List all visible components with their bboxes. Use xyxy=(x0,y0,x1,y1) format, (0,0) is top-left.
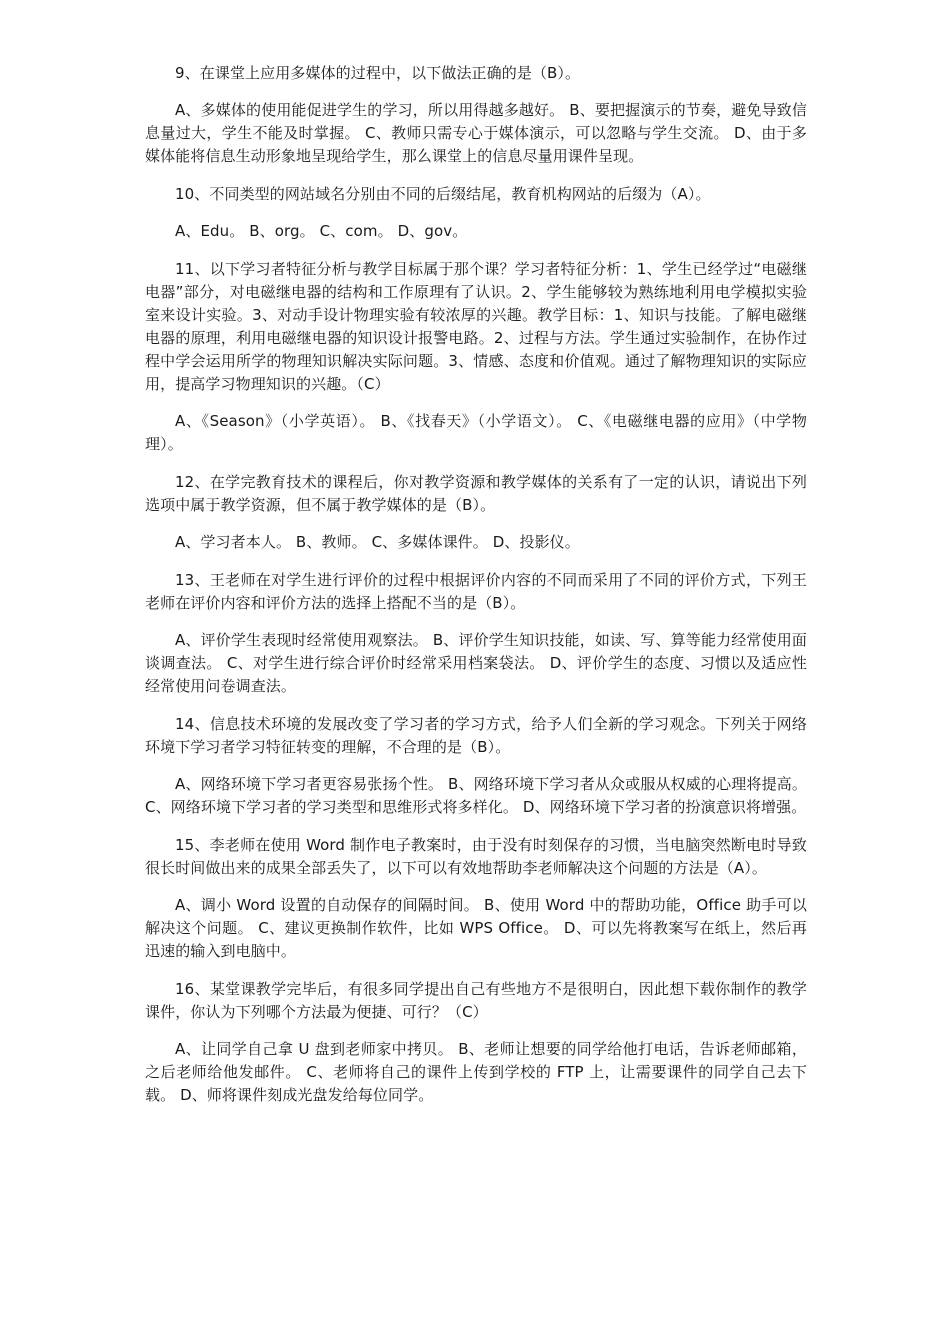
question-16-stem: 16、某堂课教学完毕后，有很多同学提出自己有些地方不是很明白，因此想下载你制作的教学课件，你认为下列哪个方法最为便捷、可行？（C） xyxy=(145,980,807,1021)
question-12-stem: 12、在学完教育技术的课程后，你对教学资源和教学媒体的关系有了一定的认识，请说出下列选项中属于教学资源，但不属于教学媒体的是（B）。 xyxy=(145,473,807,514)
question-10-options: A、Edu。 B、org。 C、com。 D、gov。 xyxy=(175,222,468,240)
question-15-options: A、调小 Word 设置的自动保存的间隔时间。 B、使用 Word 中的帮助功能，Office 助手可以解决这个问题。 C、建议更换制作软件，比如 WPS Office。 D、可以先将教案写在纸上，然后再迅速的输入到电脑中。 xyxy=(145,896,807,960)
question-11-options: A、《Season》（小学英语）。 B、《找春天》（小学语文）。 C、《电磁继电器的应用》（中学物理）。 xyxy=(145,412,807,453)
question-13-options: A、评价学生表现时经常使用观察法。 B、评价学生知识技能，如读、写、算等能力经常使用面谈调查法。 C、对学生进行综合评价时经常采用档案袋法。 D、评价学生的态度、习惯以及适应性经常使用问卷调查法。 xyxy=(145,631,807,695)
question-15-stem: 15、李老师在使用 Word 制作电子教案时，由于没有时刻保存的习惯，当电脑突然断电时导致很长时间做出来的成果全部丢失了，以下可以有效地帮助李老师解决这个问题的方法是（A）。 xyxy=(145,836,807,877)
question-16-options: A、让同学自己拿 U 盘到老师家中拷贝。 B、老师让想要的同学给他打电话，告诉老师邮箱，之后老师给他发邮件。 C、老师将自己的课件上传到学校的 FTP 上，让需要课件的同学自己去下载。 D、师将课件刻成光盘发给每位同学。 xyxy=(145,1040,807,1104)
question-14-options: A、网络环境下学习者更容易张扬个性。 B、网络环境下学习者从众或服从权威的心理将提高。 C、网络环境下学习者的学习类型和思维形式将多样化。 D、网络环境下学习者的扮演意识将增强。 xyxy=(145,775,807,816)
question-11-stem: 11、以下学习者特征分析与教学目标属于那个课？学习者特征分析：1、学生已经学过“电磁继电器”部分，对电磁继电器的结构和工作原理有了认识。2、学生能够较为熟练地利用电学模拟实验室来设计实验。3、对动手设计物理实验有较浓厚的兴趣。教学目标：1、知识与技能。了解电磁继电器的原理，利用电磁继电器的知识设计报警电路。2、过程与方法。学生通过实验制作，在协作过程中学会运用所学的物理知识解决实际问题。3、情感、态度和价值观。通过了解物理知识的实际应用，提高学习物理知识的兴趣。（C） xyxy=(145,260,807,393)
question-9-stem: 9、在课堂上应用多媒体的过程中，以下做法正确的是（B）。 xyxy=(175,64,581,82)
question-9-options: A、多媒体的使用能促进学生的学习，所以用得越多越好。 B、要把握演示的节奏，避免导致信息量过大，学生不能及时掌握。 C、教师只需专心于媒体演示，可以忽略与学生交流。 D、由于多媒体能将信息生动形象地呈现给学生，那么课堂上的信息尽量用课件呈现。 xyxy=(145,101,807,165)
question-10-stem: 10、不同类型的网站域名分别由不同的后缀结尾，教育机构网站的后缀为（A）。 xyxy=(175,185,711,203)
document-page xyxy=(145,62,807,1122)
question-14-stem: 14、信息技术环境的发展改变了学习者的学习方式，给予人们全新的学习观念。下列关于网络环境下学习者学习特征转变的理解，不合理的是（B）。 xyxy=(145,715,807,756)
question-12-options: A、学习者本人。 B、教师。 C、多媒体课件。 D、投影仪。 xyxy=(175,533,580,551)
question-13-stem: 13、王老师在对学生进行评价的过程中根据评价内容的不同而采用了不同的评价方式，下列王老师在评价内容和评价方法的选择上搭配不当的是（B）。 xyxy=(145,571,807,612)
